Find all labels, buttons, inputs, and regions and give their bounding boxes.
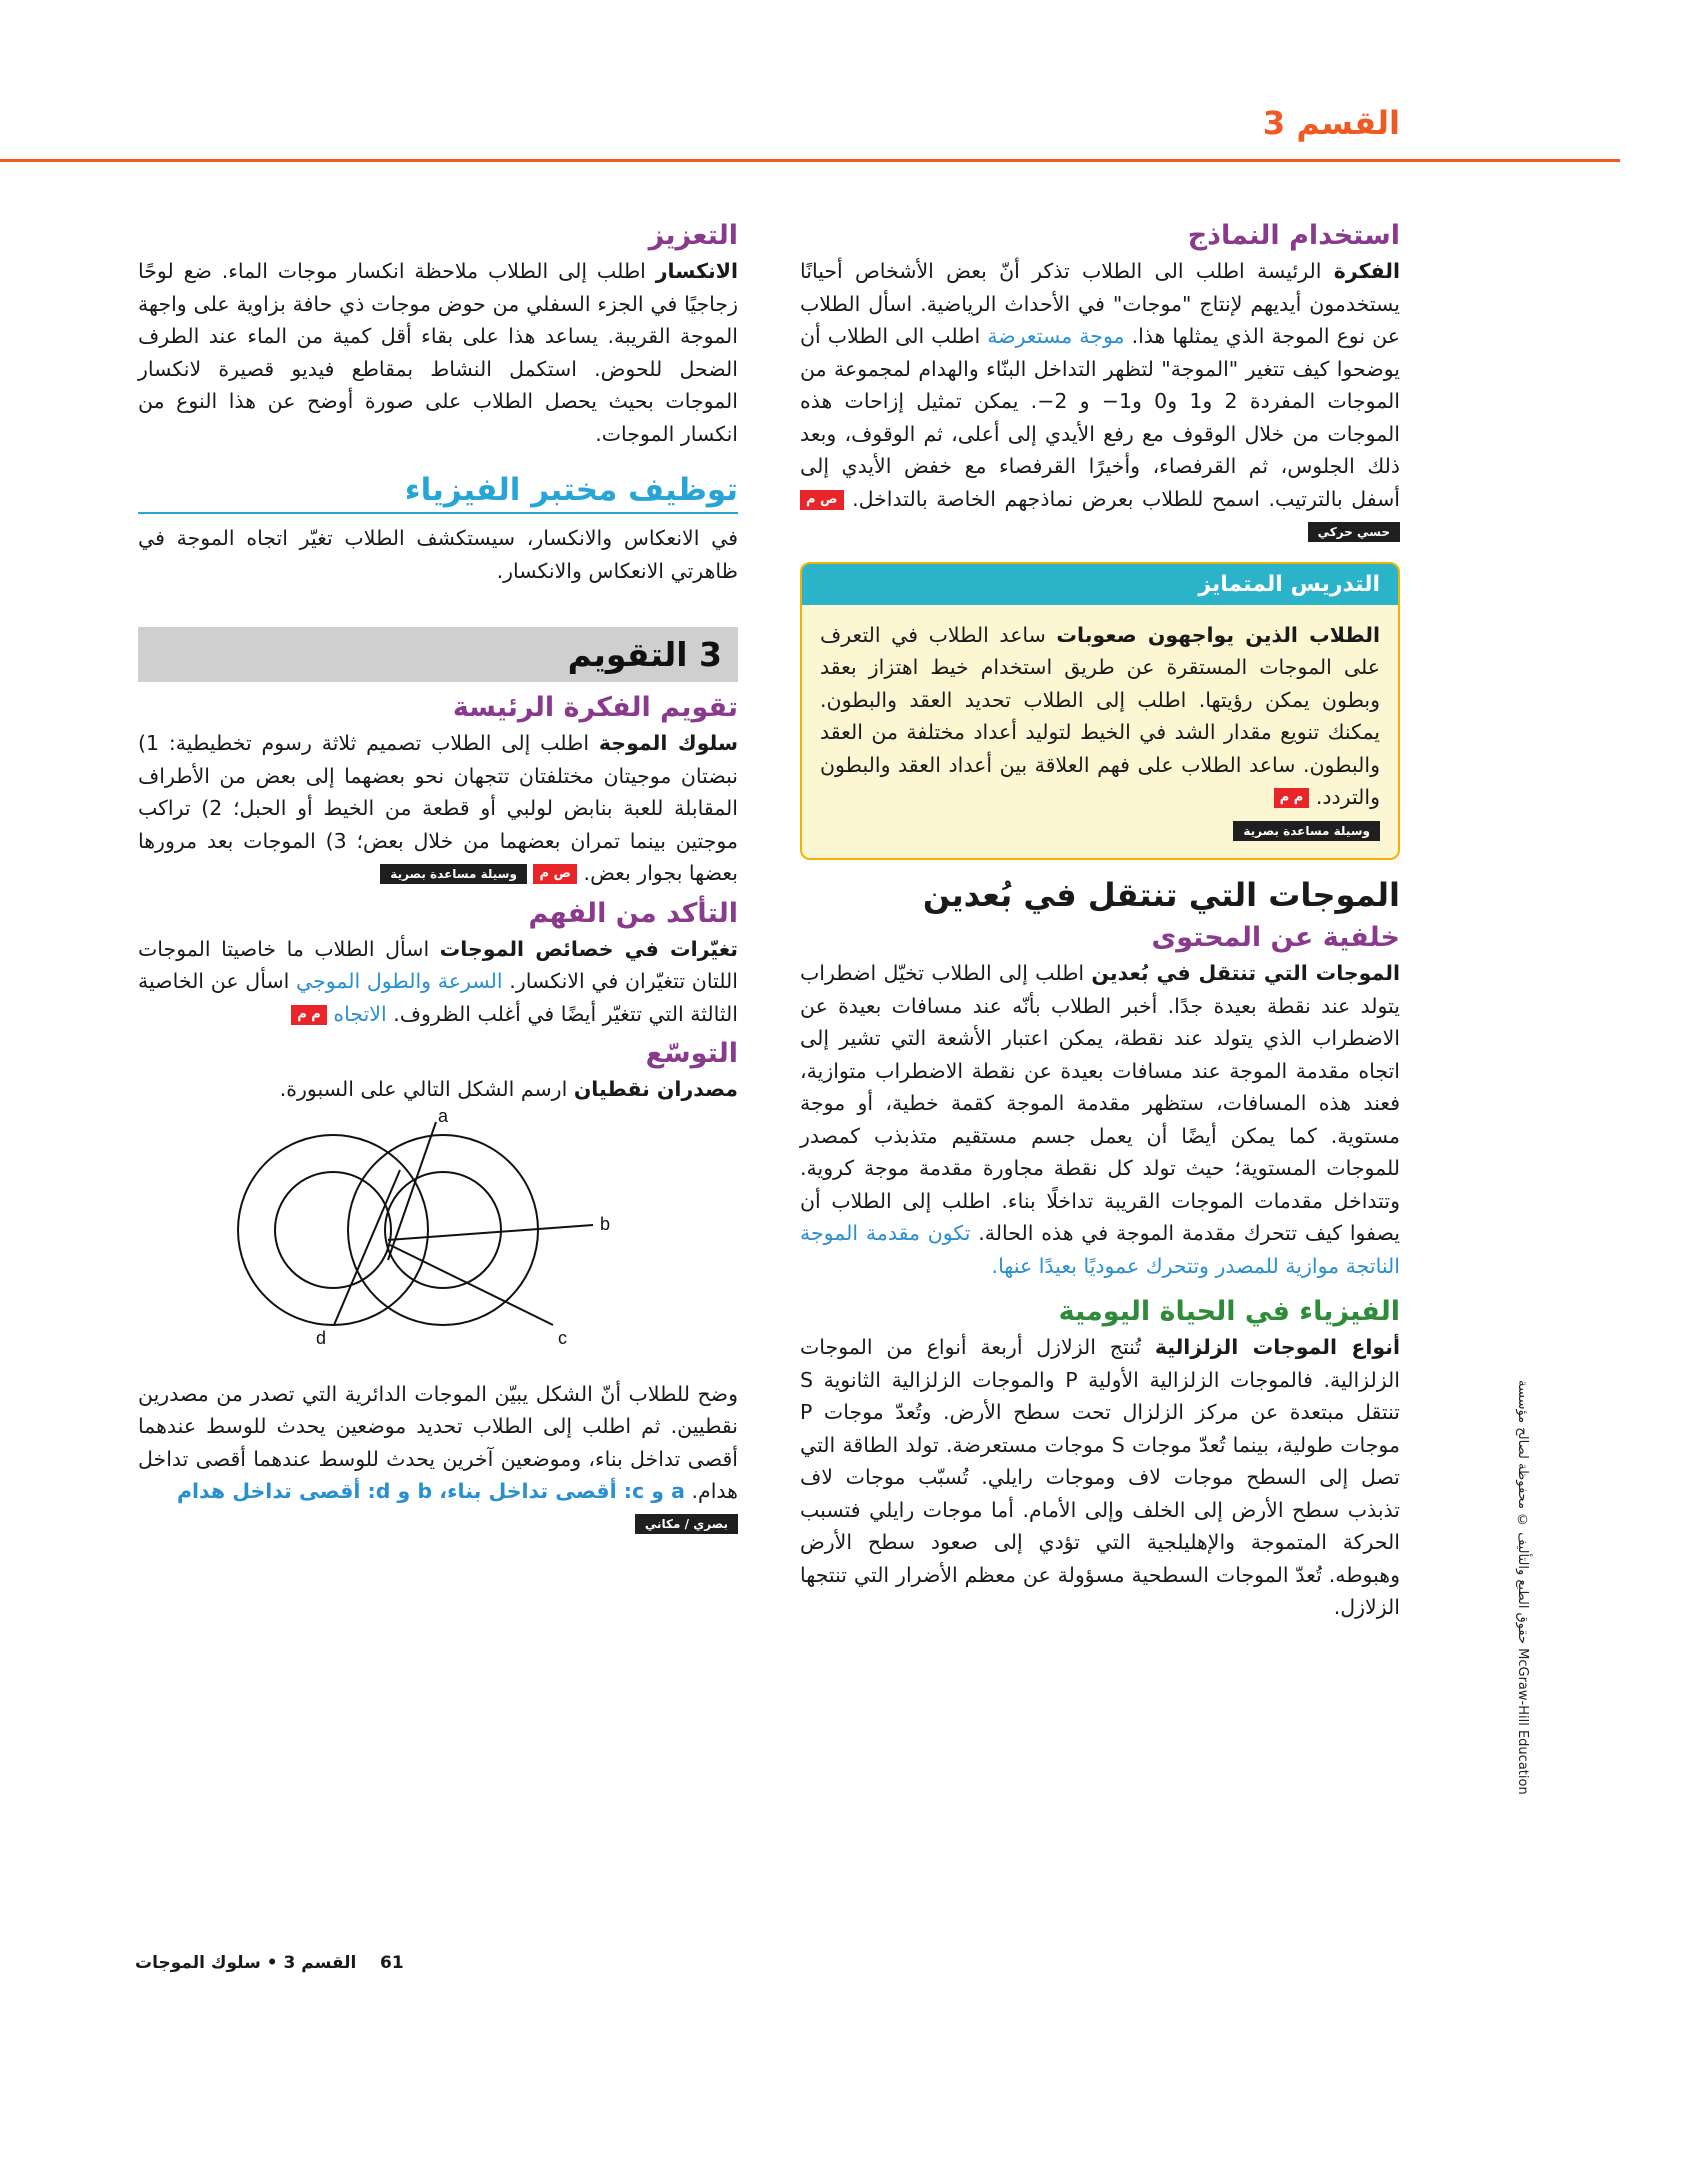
diagram-line-b bbox=[388, 1225, 593, 1240]
header-rule bbox=[0, 159, 1620, 162]
models-tag-level: ص م bbox=[800, 490, 844, 510]
differentiated-box bbox=[800, 562, 1400, 861]
content-body: اطلب إلى الطلاب تخيّل اضطراب يتولد عند نقطة بعيدة جدًا. أخبر الطلاب بأنّه عند مسافات بعيدة عن الاضطراب الذي يتولد عند نقطة، يمكن اعتبار الأشعة التي تشير إلى اتجاه مقدمة الموجة عند مسافات بعيدة عن نقطة الاضطراب متوازية، فعند هذه المسافات، ستظهر مقدمة الموجة كقمة خطية، أو موجة مستوية. كما يمكن أيضًا أن يعمل جسم مستقيم متذبذب كمصدر للموجات المستوية؛ حيث تولد كل نقطة مجاورة مقدمة موجة كروية. وتتداخل مقدمات الموجات القريبة تداخلًا بناء. اطلب إلى الطلاب أن يصفوا كيف تتحرك مقدمة الموجة في هذه الحالة. bbox=[800, 961, 1400, 1245]
after-answer: a و c: أقصى تداخل بناء، b و d: أقصى تداخل هدام bbox=[176, 1479, 685, 1503]
extend-title: التوسّع bbox=[645, 1038, 738, 1069]
page-footer bbox=[135, 1953, 404, 1973]
models-answer: موجة مستعرضة bbox=[987, 324, 1125, 348]
check-title: التأكد من الفهم bbox=[528, 897, 738, 929]
models-tag-style: حسي حركي bbox=[1308, 522, 1400, 542]
footer-page-number: 61 bbox=[380, 1953, 404, 1973]
check-lead: تغيّرات في خصائص الموجات bbox=[439, 936, 738, 961]
differentiated-lead: الطلاب الذين يواجهون صعوبات bbox=[1056, 622, 1380, 647]
differentiated-text: ساعد الطلاب في التعرف على الموجات المستقرة عن طريق استخدام خيط اهتزاز بعقد وبطون يمكن رؤيتها. اطلب إلى الطلاب تحديد العقد والبطون. يمكنك تنويع مقدار الشد في الخيط لتوليد أعداد مختلفة من العقد والبطون. ساعد الطلاب على فهم العلاقة بين أعداد العقد والبطون والتردد. bbox=[820, 622, 1380, 809]
daily-body: تُنتج الزلازل أربعة أنواع من الموجات الزلزالية. فالموجات الزلزالية الأولية P والموجات الزلزالية الثانوية S تنتقل مبتعدة عن مركز الزلزال تحت سطح الأرض. وتُعدّ موجات P موجات طولية، بينما تُعدّ موجات S موجات مستعرضة. تولد الطاقة التي تصل إلى السطح موجات لاف وموجات رايلي. تُسبّب موجات لاف تذبذب سطح الأرض إلى الخلف وإلى الأمام. أما موجات رايلي فتسبب الحركة المتموجة والإهليلجية التي تؤدي إلى صعود سطح الأرض وهبوطه. تُعدّ الموجات السطحية مسؤولة عن معظم الأضرار التي تنتجها الزلازل. bbox=[800, 1335, 1400, 1619]
diagram-right-outer-circle bbox=[348, 1135, 538, 1325]
check-answer-2: الاتجاه bbox=[333, 1001, 387, 1026]
extend-paragraph bbox=[138, 1073, 738, 1106]
diagram-label-d: d bbox=[316, 1327, 327, 1348]
assess-paragraph bbox=[138, 727, 738, 890]
assess-main-title: تقويم الفكرة الرئيسة bbox=[452, 692, 738, 723]
extend-body: ارسم الشكل التالي على السبورة. bbox=[279, 1077, 568, 1101]
differentiated-body bbox=[802, 605, 1398, 859]
diagram-line-c bbox=[390, 1245, 553, 1325]
reinforce-lead: الانكسار bbox=[655, 259, 738, 283]
after-paragraph bbox=[138, 1378, 738, 1508]
two-sources-diagram bbox=[138, 1110, 738, 1360]
models-lead: الفكرة bbox=[1333, 259, 1400, 283]
assess-tag-level: ص م bbox=[533, 864, 577, 884]
content-paragraph bbox=[800, 957, 1400, 1282]
check-paragraph bbox=[138, 933, 738, 1031]
models-body: الرئيسة اطلب الى الطلاب تذكر أنّ بعض الأشخاص أحيانًا يستخدمون أيديهم لإنتاج "موجات" في الأحداث الرياضية. اسأل الطلاب عن نوع الموجة الذي يمثلها هذا. bbox=[800, 259, 1400, 348]
differentiated-tag-style: وسيلة مساعدة بصرية bbox=[1233, 821, 1380, 841]
reinforce-paragraph bbox=[138, 255, 738, 450]
check-body-2: اسأل عن الخاصية الثالثة التي تتغيّر أيضًا في أغلب الظروف. bbox=[138, 969, 738, 1026]
models-title: استخدام النماذج bbox=[1187, 220, 1400, 251]
content-lead: الموجات التي تنتقل في بُعدين bbox=[1091, 961, 1400, 985]
daily-lead: أنواع الموجات الزلزالية bbox=[1154, 1335, 1400, 1359]
daily-paragraph bbox=[800, 1331, 1400, 1624]
diagram-label-a: a bbox=[438, 1109, 449, 1126]
lab-title: توظيف مختبر الفيزياء bbox=[404, 472, 738, 508]
after-tag: بصري / مكاني bbox=[635, 1514, 738, 1534]
footer-text: القسم 3 • سلوك الموجات bbox=[135, 1953, 357, 1973]
diagram-left-outer-circle bbox=[238, 1135, 428, 1325]
check-body: اسأل الطلاب ما خاصيتا الموجات اللتان تتغيّران في الانكسار. bbox=[138, 936, 738, 993]
diagram-label-b: b bbox=[600, 1213, 611, 1234]
after-body: وضح للطلاب أنّ الشكل يبيّن الموجات الدائرية التي تصدر من مصدرين نقطيين. ثم اطلب إلى الطلاب تحديد موضعين يحدث للوسط عندهما أقصى تداخل بناء، وموضعين آخرين يحدث للوسط عندهما أقصى تداخل هدام. bbox=[138, 1381, 738, 1503]
two-dim-title: الموجات التي تنتقل في بُعدين bbox=[922, 876, 1400, 914]
content-answer: تكون مقدمة الموجة الناتجة موازية للمصدر وتتحرك عموديًا بعيدًا عنها. bbox=[800, 1221, 1400, 1278]
assess-body: اطلب إلى الطلاب تصميم ثلاثة رسوم تخطيطية: 1) نبضتان موجيتان مختلفتان تتجهان نحو بعضهما إلى بعض من الأطراف المقابلة للعبة بنابض لولبي أو قطعة من الخيط أو الحبل؛ 2) تراكب موجتين بينما تمران بعضهما من خلال بعض؛ 3) الموجات بعد مرورها بعضها بجوار بعض. bbox=[138, 731, 738, 885]
lab-body: في الانعكاس والانكسار، سيستكشف الطلاب تغيّر اتجاه الموجة في ظاهرتي الانعكاس والانكسار. bbox=[138, 526, 738, 583]
reinforce-title: التعزيز bbox=[648, 220, 738, 251]
models-body-2: اطلب الى الطلاب أن يوضحوا كيف تتغير "الموجة" لتظهر التداخل البنّاء والهدام لمجموعة من الموجات المفردة 2 و1 و0 و1− و 2−. يمكن تمثيل إزاحات هذه الموجات من خلال الوقوف مع رفع الأيدي إلى أعلى، ثم الوقوف، وبعد ذلك الجلوس، ثم القرفصاء، وأخيرًا القرفصاء مع خفض الأيدي إلى أسفل بالترتيب. اسمح للطلاب بعرض نماذجهم الخاصة بالتداخل. bbox=[800, 324, 1401, 511]
assess-lead: سلوك الموجة bbox=[598, 731, 738, 755]
extend-lead: مصدران نقطيان bbox=[573, 1077, 738, 1101]
assess-title: 3 التقويم bbox=[138, 627, 738, 682]
after-tag-row bbox=[138, 1514, 738, 1535]
differentiated-title: التدريس المتمايز bbox=[802, 564, 1398, 605]
lab-rule bbox=[138, 512, 738, 514]
diagram-line-d bbox=[334, 1170, 400, 1325]
diagram-label-c: c bbox=[558, 1327, 567, 1348]
daily-title: الفيزياء في الحياة اليومية bbox=[1058, 1296, 1400, 1327]
left-column bbox=[138, 220, 738, 1534]
models-paragraph bbox=[800, 255, 1400, 548]
check-tag: م م bbox=[291, 1005, 327, 1025]
assess-tag-style: وسيلة مساعدة بصرية bbox=[380, 864, 527, 884]
differentiated-tag-level: م م bbox=[1274, 788, 1310, 808]
reinforce-body: اطلب إلى الطلاب ملاحظة انكسار موجات الماء. ضع لوحًا زجاجيًا في الجزء السفلي من حوض موجات ذي حافة بزاوية على واجهة الموجة القريبة. يساعد هذا على بقاء أقل كمية من الماء عند الطرف الضحل للحوض. استكمل النشاط بمقاطع فيديو قصيرة لانكسار الموجات بحيث يحصل الطلاب على صورة أوضح عن هذا النوع من انكسار الموجات. bbox=[138, 259, 738, 446]
content-bg-title: خلفية عن المحتوى bbox=[1151, 922, 1400, 953]
check-answer: السرعة والطول الموجي bbox=[296, 969, 503, 993]
section-title: القسم 3 bbox=[1262, 104, 1400, 142]
copyright-side-note: حقوق الطبع والتأليف © محفوظة لصالح مؤسسة McGraw-Hill Education bbox=[1515, 1380, 1530, 1795]
right-column bbox=[800, 220, 1400, 1624]
